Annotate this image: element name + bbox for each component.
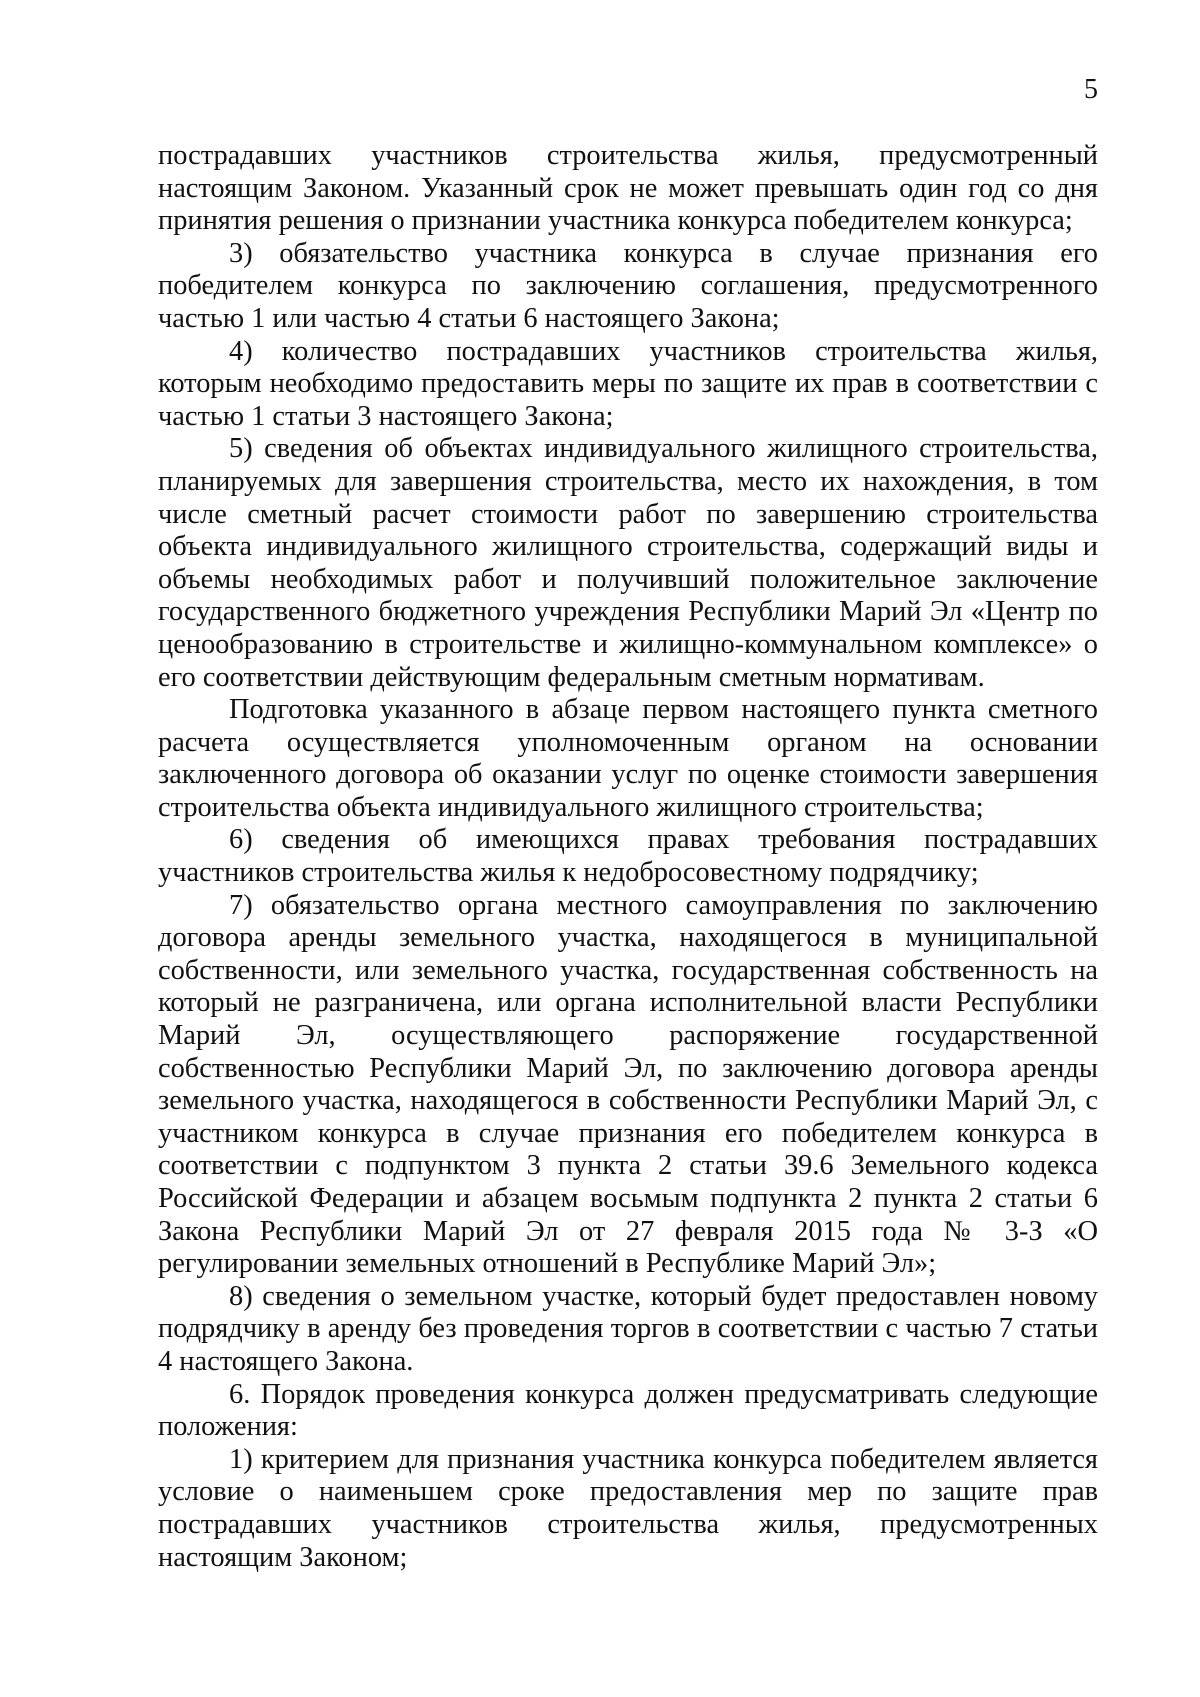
- paragraph-item-4: 4) количество пострадавших участников строительства жилья, которым необходимо предоставить меры по защите их прав в соответствии с частью 1 статьи 3 настоящего Закона;: [158, 335, 1098, 432]
- paragraph-item-3: 3) обязательство участника конкурса в случае признания его победителем конкурса по заключению соглашения, предусмотренного частью 1 или частью 4 статьи 6 настоящего Закона;: [158, 237, 1098, 334]
- paragraph-estimate-preparation: Подготовка указанного в абзаце первом настоящего пункта сметного расчета осуществляется уполномоченным органом на основании заключенного договора об оказании услуг по оценке стоимости завершения строительства объекта индивидуального жилищного строительства;: [158, 694, 1098, 823]
- paragraph-section-6: 6. Порядок проведения конкурса должен предусматривать следующие положения:: [158, 1378, 1098, 1443]
- paragraph-item-6: 6) сведения об имеющихся правах требования пострадавших участников строительства жилья к недобросовестному подрядчику;: [158, 824, 1098, 889]
- page-number: 5: [1084, 74, 1098, 105]
- paragraph-item-7: 7) обязательство органа местного самоуправления по заключению договора аренды земельного участка, находящегося в муниципальной собственности, или земельного участка, государственная собственность на который не разграничена, или органа исполнительной власти Республики Марий Эл, осуществляющего распоряжение государственной собственностью Республики Марий Эл, по заключению договора аренды земельного участка, находящегося в собственности Республики Марий Эл, с участником конкурса в случае признания его победителем конкурса в соответствии с подпунктом 3 пункта 2 статьи 39.6 Земельного кодекса Российской Федерации и абзацем восьмым подпункта 2 пункта 2 статьи 6 Закона Республики Марий Эл от 27 февраля 2015 года № 3-З «О регулировании земельных отношений в Республике Марий Эл»;: [158, 889, 1098, 1280]
- paragraph-item-8: 8) сведения о земельном участке, который будет предоставлен новому подрядчику в аренду без проведения торгов в соответствии с частью 7 статьи 4 настоящего Закона.: [158, 1280, 1098, 1377]
- paragraph-continuation: пострадавших участников строительства жилья, предусмотренный настоящим Законом. Указанный срок не может превышать один год со дня принятия решения о признании участника конкурса победителем конкурса;: [158, 140, 1098, 237]
- document-body: [158, 140, 1098, 1574]
- paragraph-section-6-item-1: 1) критерием для признания участника конкурса победителем является условие о наименьшем сроке предоставления мер по защите прав пострадавших участников строительства жилья, предусмотренных настоящим Законом;: [158, 1443, 1098, 1573]
- paragraph-item-5: 5) сведения об объектах индивидуального жилищного строительства, планируемых для завершения строительства, место их нахождения, в том числе сметный расчет стоимости работ по завершению строительства объекта индивидуального жилищного строительства, содержащий виды и объемы необходимых работ и получивший положительное заключение государственного бюджетного учреждения Республики Марий Эл «Центр по ценообразованию в строительстве и жилищно-коммунальном комплексе» о его соответствии действующим федеральным сметным нормативам.: [158, 433, 1098, 693]
